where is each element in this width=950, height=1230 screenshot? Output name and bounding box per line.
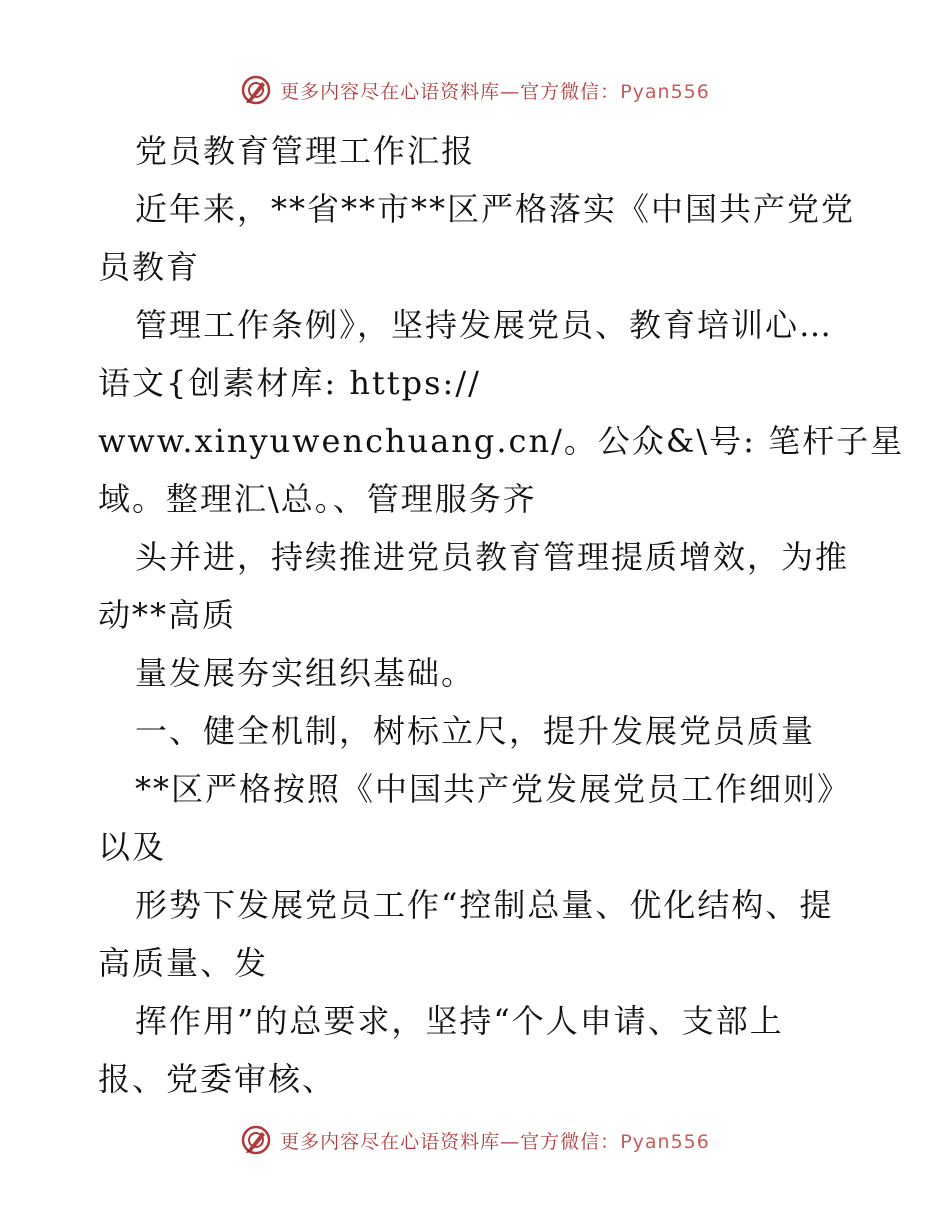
watermark-text: 更多内容尽在心语资料库—官方微信：Pyan556 <box>280 80 710 103</box>
paragraph-line: 量发展夯实组织基础。 <box>135 654 476 692</box>
paragraph-line: www.xinyuwenchuang.cn/。公众&\号: 笔杆子星 <box>98 422 905 460</box>
logo-pen-icon <box>240 1124 272 1156</box>
paragraph-line: 头并进，持续推进党员教育管理提质增效，为推 <box>135 538 850 576</box>
footer-watermark-banner <box>0 1120 950 1160</box>
document-title: 党员教育管理工作汇报 <box>135 132 476 170</box>
header-watermark-banner <box>0 70 950 110</box>
paragraph-line: 域。整理汇\总。、管理服务齐 <box>98 480 537 518</box>
paragraph-line: 员教育 <box>98 248 201 286</box>
paragraph-line: 管理工作条例》，坚持发展党员、教育培训心… <box>135 306 834 344</box>
paragraph-line: 动**高质 <box>98 596 237 634</box>
watermark-text: 更多内容尽在心语资料库—官方微信：Pyan556 <box>280 1130 710 1153</box>
document-body <box>98 122 905 1108</box>
logo-pen-icon <box>240 74 272 106</box>
paragraph-line: 报、党委审核、 <box>98 1060 337 1098</box>
paragraph-line: 近年来，**省**市**区严格落实《中国共产党党 <box>135 190 856 228</box>
paragraph-line: 语文{创素材库: https:// <box>98 364 481 402</box>
paragraph-line: 挥作用”的总要求，坚持“个人申请、支部上 <box>135 1002 784 1040</box>
paragraph-line: 以及 <box>98 828 167 866</box>
paragraph-line: **区严格按照《中国共产党发展党员工作细则》 <box>135 770 852 808</box>
paragraph-line: 形势下发展党员工作“控制总量、优化结构、提 <box>135 886 834 924</box>
section-heading: 一、健全机制，树标立尺，提升发展党员质量 <box>135 712 816 750</box>
paragraph-line: 高质量、发 <box>98 944 269 982</box>
